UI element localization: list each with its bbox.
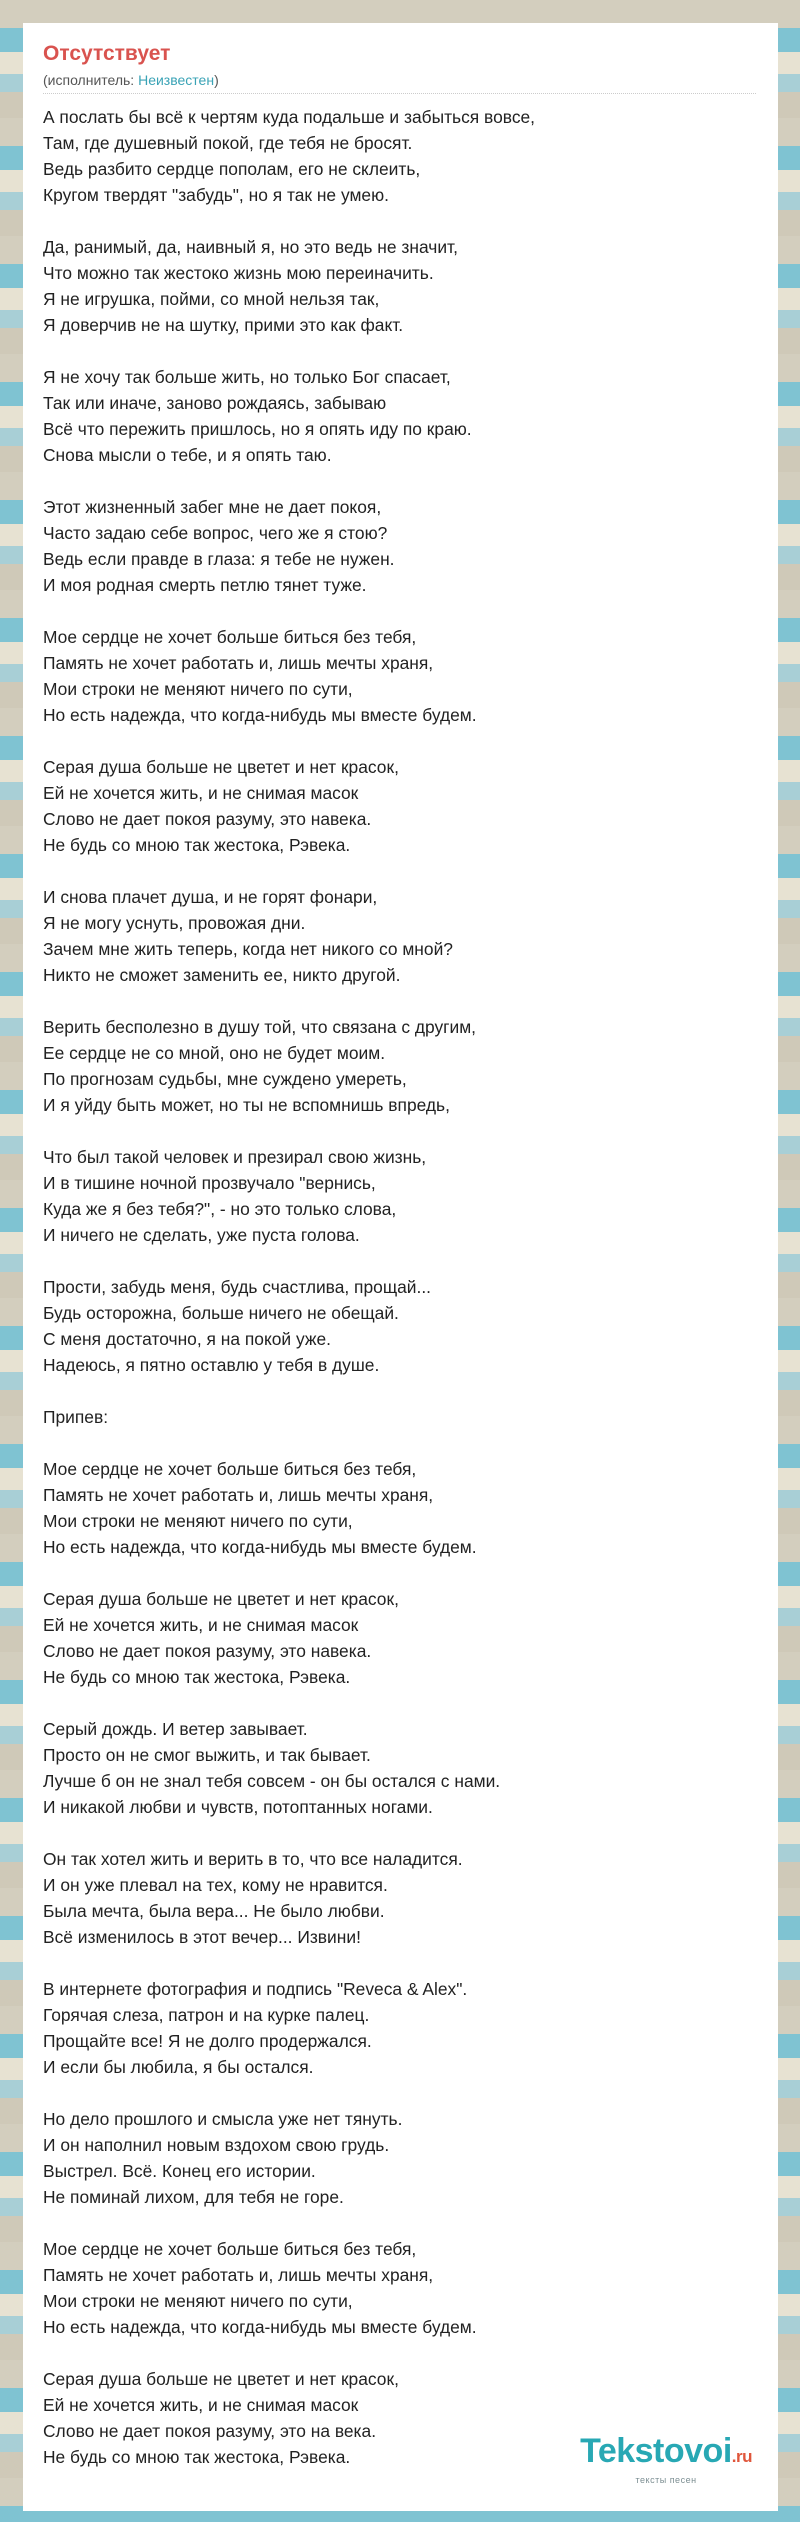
lyrics-line: Мое сердце не хочет больше биться без тебя, [43, 2239, 417, 2259]
lyrics-stanza [43, 1274, 756, 1378]
lyrics-line: И в тишине ночной прозвучало "вернись, [43, 1173, 376, 1193]
artist-suffix: ) [214, 72, 219, 88]
lyrics-line: Я не хочу так больше жить, но только Бог спасает, [43, 367, 451, 387]
lyrics-line: А послать бы всё к чертям куда подальше и забыться вовсе, [43, 107, 536, 127]
lyrics-line: Память не хочет работать и, лишь мечты храня, [43, 653, 434, 673]
lyrics-stanza [43, 1846, 756, 1950]
lyrics-line: И я уйду быть может, но ты не вспомнишь впредь, [43, 1095, 450, 1115]
lyrics-stanza [43, 1976, 756, 2080]
lyrics-line: И он уже плевал на тех, кому не нравится. [43, 1875, 388, 1895]
lyrics-stanza [43, 1144, 756, 1248]
lyrics-line: Память не хочет работать и, лишь мечты храня, [43, 1485, 434, 1505]
lyrics-line: Там, где душевный покой, где тебя не бросят. [43, 133, 413, 153]
lyrics-line: Припев: [43, 1407, 109, 1427]
lyrics-line: Серый дождь. И ветер завывает. [43, 1719, 308, 1739]
lyrics-line: И ничего не сделать, уже пуста голова. [43, 1225, 360, 1245]
lyrics-line: Не поминай лихом, для тебя не горе. [43, 2187, 344, 2207]
logo-tagline: тексты песен [635, 2475, 697, 2485]
lyrics-line: Ей не хочется жить, и не снимая масок [43, 1615, 359, 1635]
lyrics-text [43, 104, 756, 2470]
lyrics-line: Мои строки не меняют ничего по сути, [43, 679, 353, 699]
lyrics-stanza [43, 2236, 756, 2340]
lyrics-line: Но дело прошлого и смысла уже нет тянуть. [43, 2109, 403, 2129]
lyrics-line: Мое сердце не хочет больше биться без тебя, [43, 627, 417, 647]
lyrics-line: Слово не дает покоя разуму, это на века. [43, 2421, 377, 2441]
lyrics-stanza [43, 1716, 756, 1820]
lyrics-stanza [43, 1456, 756, 1560]
lyrics-line: Ведь если правде в глаза: я тебе не нужен. [43, 549, 395, 569]
lyrics-line: Снова мысли о тебе, и я опять таю. [43, 445, 332, 465]
lyrics-line: Серая душа больше не цветет и нет красок, [43, 757, 399, 777]
lyrics-line: Никто не сможет заменить ее, никто другой. [43, 965, 401, 985]
lyrics-line: И снова плачет душа, и не горят фонари, [43, 887, 378, 907]
logo-domain-suffix: .ru [731, 2447, 752, 2466]
lyrics-line: И если бы любила, я бы остался. [43, 2057, 314, 2077]
lyrics-line: Лучше б он не знал тебя совсем - он бы остался с нами. [43, 1771, 501, 1791]
title-divider [43, 93, 756, 94]
lyrics-line: Но есть надежда, что когда-нибудь мы вместе будем. [43, 705, 477, 725]
lyrics-line: Но есть надежда, что когда-нибудь мы вместе будем. [43, 1537, 477, 1557]
lyrics-line: И никакой любви и чувств, потоптанных ногами. [43, 1797, 433, 1817]
lyrics-line: Но есть надежда, что когда-нибудь мы вместе будем. [43, 2317, 477, 2337]
lyrics-line: Да, ранимый, да, наивный я, но это ведь не значит, [43, 237, 458, 257]
lyrics-line: Часто задаю себе вопрос, чего же я стою? [43, 523, 388, 543]
lyrics-line: Куда же я без тебя?", - но это только слова, [43, 1199, 397, 1219]
artist-line [43, 71, 756, 89]
site-logo[interactable] [580, 2433, 752, 2485]
lyrics-stanza [43, 1404, 756, 1430]
lyrics-line: Верить бесполезно в душу той, что связана с другим, [43, 1017, 477, 1037]
lyrics-line: Кругом твердят "забудь", но я так не умею. [43, 185, 389, 205]
lyrics-line: Мои строки не меняют ничего по сути, [43, 1511, 353, 1531]
lyrics-line: Была мечта, была вера... Не было любви. [43, 1901, 385, 1921]
lyrics-line: Надеюсь, я пятно оставлю у тебя в душе. [43, 1355, 380, 1375]
lyrics-line: Не будь со мною так жестока, Рэвека. [43, 2447, 351, 2467]
lyrics-line: Выстрел. Всё. Конец его истории. [43, 2161, 316, 2181]
lyrics-line: Что был такой человек и презирал свою жизнь, [43, 1147, 427, 1167]
lyrics-stanza [43, 1586, 756, 1690]
lyrics-line: Что можно так жестоко жизнь мою переиначить. [43, 263, 434, 283]
lyrics-card [23, 23, 778, 2511]
lyrics-line: Я доверчив не на шутку, прими это как факт. [43, 315, 404, 335]
lyrics-line: Этот жизненный забег мне не дает покоя, [43, 497, 382, 517]
lyrics-line: Просто он не смог выжить, и так бывает. [43, 1745, 371, 1765]
lyrics-line: Ей не хочется жить, и не снимая масок [43, 783, 359, 803]
lyrics-stanza [43, 884, 756, 988]
lyrics-line: Будь осторожна, больше ничего не обещай. [43, 1303, 399, 1323]
artist-prefix: (исполнитель: [43, 72, 139, 88]
song-title: Отсутствует [43, 42, 171, 65]
lyrics-line: Так или иначе, заново рождаясь, забываю [43, 393, 387, 413]
lyrics-line: По прогнозам судьбы, мне суждено умереть, [43, 1069, 407, 1089]
lyrics-line: Прощайте все! Я не долго продержался. [43, 2031, 372, 2051]
lyrics-stanza [43, 494, 756, 598]
lyrics-line: Он так хотел жить и верить в то, что все наладится. [43, 1849, 463, 1869]
lyrics-stanza [43, 234, 756, 338]
lyrics-stanza [43, 754, 756, 858]
lyrics-line: Я не игрушка, пойми, со мной нельзя так, [43, 289, 380, 309]
lyrics-line: Я не могу уснуть, провожая дни. [43, 913, 306, 933]
lyrics-line: Ведь разбито сердце пополам, его не склеить, [43, 159, 421, 179]
lyrics-stanza [43, 1014, 756, 1118]
lyrics-line: Всё что пережить пришлось, но я опять иду по краю. [43, 419, 472, 439]
lyrics-stanza [43, 364, 756, 468]
lyrics-stanza [43, 104, 756, 208]
lyrics-line: В интернете фотография и подпись "Reveca & Alex". [43, 1979, 468, 1999]
lyrics-line: И он наполнил новым вздохом свою грудь. [43, 2135, 390, 2155]
lyrics-line: Не будь со мною так жестока, Рэвека. [43, 1667, 351, 1687]
lyrics-line: Горячая слеза, патрон и на курке палец. [43, 2005, 370, 2025]
lyrics-line: Серая душа больше не цветет и нет красок, [43, 1589, 399, 1609]
lyrics-line: Серая душа больше не цветет и нет красок, [43, 2369, 399, 2389]
lyrics-line: Не будь со мною так жестока, Рэвека. [43, 835, 351, 855]
lyrics-line: Ей не хочется жить, и не снимая масок [43, 2395, 359, 2415]
lyrics-stanza [43, 2106, 756, 2210]
lyrics-line: Мое сердце не хочет больше биться без тебя, [43, 1459, 417, 1479]
lyrics-line: Память не хочет работать и, лишь мечты храня, [43, 2265, 434, 2285]
lyrics-line: Мои строки не меняют ничего по сути, [43, 2291, 353, 2311]
lyrics-line: Слово не дает покоя разуму, это навека. [43, 1641, 372, 1661]
logo-wordmark [580, 2433, 752, 2475]
lyrics-line: Слово не дает покоя разуму, это навека. [43, 809, 372, 829]
lyrics-stanza [43, 624, 756, 728]
logo-main-text: Tekstovoi [580, 2432, 732, 2470]
lyrics-line: И моя родная смерть петлю тянет туже. [43, 575, 367, 595]
lyrics-line: Прости, забудь меня, будь счастлива, прощай... [43, 1277, 432, 1297]
lyrics-line: Зачем мне жить теперь, когда нет никого со мной? [43, 939, 453, 959]
lyrics-line: Ее сердце не со мной, оно не будет моим. [43, 1043, 386, 1063]
artist-link[interactable]: Неизвестен [138, 72, 215, 88]
lyrics-line: Всё изменилось в этот вечер... Извини! [43, 1927, 361, 1947]
lyrics-line: С меня достаточно, я на покой уже. [43, 1329, 331, 1349]
